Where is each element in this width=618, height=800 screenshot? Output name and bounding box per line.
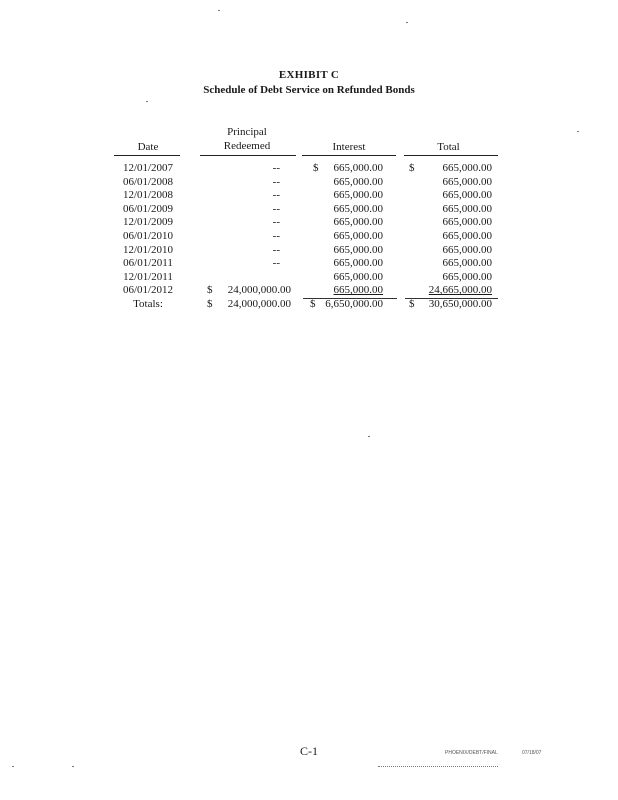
row-total: 665,000.00 [442, 189, 492, 202]
row-total: 665,000.00 [442, 202, 492, 215]
totals-principal: 24,000,000.00 [227, 298, 291, 310]
footer-rule [378, 766, 498, 767]
totals-label: Totals: [133, 298, 163, 310]
row-interest: 665,000.00 [333, 243, 383, 256]
row-date: 12/01/2009 [122, 216, 174, 229]
row-principal: -- [272, 257, 280, 270]
doc-code: PHOENIX/DEBT/FINAL [445, 750, 498, 756]
row-principal: -- [272, 230, 280, 242]
header-date: Date [137, 141, 159, 153]
row-interest: 665,000.00 [333, 216, 383, 229]
scan-speck [218, 10, 220, 11]
row-principal: -- [272, 175, 280, 188]
row-interest: 665,000.00 [333, 284, 383, 297]
total-currency-symbol: $ [409, 162, 415, 174]
row-date: 12/01/2007 [122, 162, 174, 174]
row-date: 06/01/2012 [122, 284, 174, 297]
row-interest: 665,000.00 [333, 202, 383, 215]
header-interest-rule [302, 155, 396, 156]
row-total: 665,000.00 [442, 230, 492, 242]
row-total: 665,000.00 [442, 162, 492, 174]
row-total: 665,000.00 [442, 175, 492, 188]
row-date: 06/01/2011 [123, 257, 173, 270]
row-interest: 665,000.00 [333, 162, 383, 174]
row-total: 665,000.00 [442, 243, 492, 256]
header-principal-line2: Redeemed [223, 140, 271, 152]
header-principal-rule [200, 155, 296, 156]
row-date: 12/01/2008 [122, 189, 174, 202]
interest-currency-symbol: $ [313, 162, 319, 174]
totals-total: 30,650,000.00 [428, 298, 492, 310]
scan-speck [12, 766, 14, 767]
row-total: 665,000.00 [442, 270, 492, 283]
header-total: Total [437, 141, 460, 153]
row-total: 665,000.00 [442, 216, 492, 229]
header-total-rule [404, 155, 498, 156]
row-principal: -- [272, 189, 280, 202]
scan-speck [72, 766, 74, 767]
row-date: 06/01/2008 [122, 175, 174, 188]
row-interest: 665,000.00 [333, 189, 383, 202]
row-total: 24,665,000.00 [428, 284, 492, 297]
principal-currency-symbol: $ [207, 284, 213, 297]
row-total: 665,000.00 [442, 257, 492, 270]
row-principal: -- [272, 162, 280, 174]
page-number: C-1 [300, 744, 318, 758]
header-principal-line1: Principal [227, 126, 267, 138]
row-interest: 665,000.00 [333, 175, 383, 188]
scan-speck [406, 22, 408, 23]
row-interest: 665,000.00 [333, 230, 383, 242]
row-interest: 665,000.00 [333, 270, 383, 283]
totals-principal-currency-symbol: $ [207, 298, 213, 310]
row-principal: -- [272, 216, 280, 229]
row-date: 12/01/2010 [122, 243, 174, 256]
scan-speck [577, 131, 579, 132]
header-date-rule [114, 155, 180, 156]
document-title: EXHIBIT C [278, 69, 340, 81]
totals-interest-currency-symbol: $ [310, 298, 316, 310]
row-date: 06/01/2010 [122, 230, 174, 242]
row-date: 06/01/2009 [122, 202, 174, 215]
totals-interest: 6,650,000.00 [325, 298, 383, 310]
row-date: 12/01/2011 [123, 270, 173, 283]
totals-total-currency-symbol: $ [409, 298, 415, 310]
scan-speck [146, 101, 148, 102]
row-principal: -- [272, 243, 280, 256]
row-interest: 665,000.00 [333, 257, 383, 270]
row-principal: -- [272, 202, 280, 215]
scan-speck [368, 436, 370, 437]
header-interest: Interest [332, 141, 366, 153]
row-principal: 24,000,000.00 [227, 284, 291, 297]
document-subtitle: Schedule of Debt Service on Refunded Bonds [203, 84, 415, 96]
doc-date: 07/18/07 [522, 750, 542, 756]
